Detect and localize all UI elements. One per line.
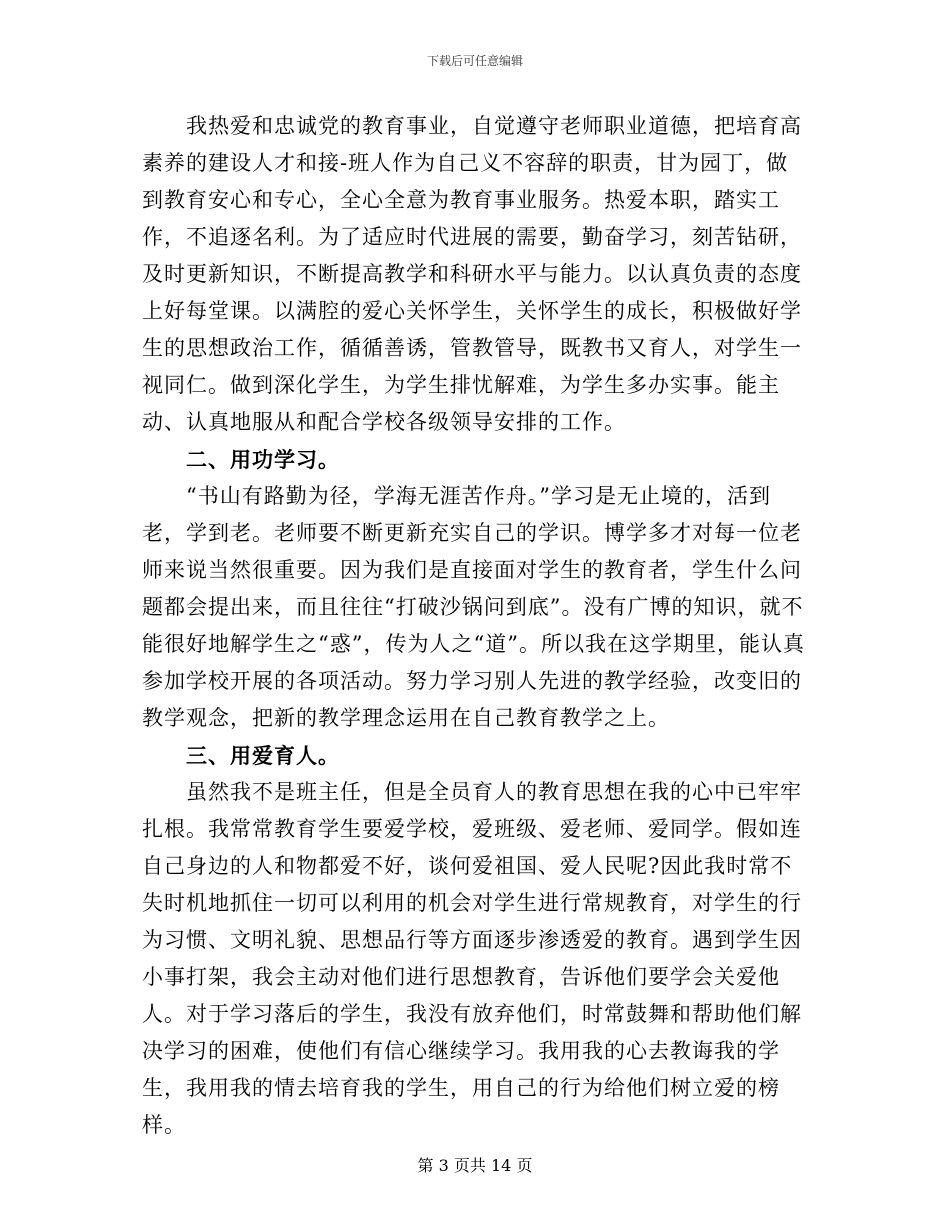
section-heading-2: 二、用功学习。 (186, 447, 340, 472)
paragraph-2: “书山有路勤为径，学海无涯苦作舟。”学习是无止境的，活到老，学到老。老师要不断更新充实自己的学识。博学多才对每一位老师来说当然很重要。因为我们是直接面对学生的教育者，学生什么问题都会提出来，而且往往“打破沙锅问到底”。没有广博的知识，就不能很好地解学生之“惑”，传为人之“道”。所以我在这学期里，能认真参加学校开展的各项活动。努力学习别人先进的教学经验，改变旧的教学观念，把新的教学理念运用在自己教育教学之上。 (142, 484, 805, 730)
document-body (142, 108, 810, 1144)
paragraph-1: 我热爱和忠诚党的教育事业，自觉遵守老师职业道德，把培育高素养的建设人才和接-班人作为自己义不容辞的职责，甘为园丁，做到教育安心和专心，全心全意为教育事业服务。热爱本职，踏实工作，不追逐名利。为了适应时代进展的需要，勤奋学习，刻苦钻研，及时更新知识，不断提高教学和科研水平与能力。以认真负责的态度上好每堂课。以满腔的爱心关怀学生，关怀学生的成长，积极做好学生的思想政治工作，循循善诱，管教管导，既教书又育人，对学生一视同仁。做到深化学生，为学生排忧解难，为学生多办实事。能主动、认真地服从和配合学校各级领导安排的工作。 (142, 114, 802, 434)
paragraph-3: 虽然我不是班主任，但是全员育人的教育思想在我的心中已牢牢扎根。我常常教育学生要爱学校，爱班级、爱老师、爱同学。假如连自己身边的人和物都爱不好，谈何爱祖国、爱人民呢?因此我时常不失时机地抓住一切可以利用的机会对学生进行常规教育，对学生的行为习惯、文明礼貌、思想品行等方面逐步渗透爱的教育。遇到学生因小事打架，我会主动对他们进行思想教育，告诉他们要学会关爱他人。对于学习落后的学生，我没有放弃他们，时常鼓舞和帮助他们解决学习的困难，使他们有信心继续学习。我用我的心去教诲我的学生，我用我的情去培育我的学生，用自己的行为给他们树立爱的榜样。 (142, 780, 802, 1137)
section-heading-3: 三、用爱育人。 (186, 743, 340, 768)
page-number: 第 3 页共 14 页 (417, 1156, 533, 1175)
page-header: 下载后可任意编辑 (426, 54, 523, 68)
